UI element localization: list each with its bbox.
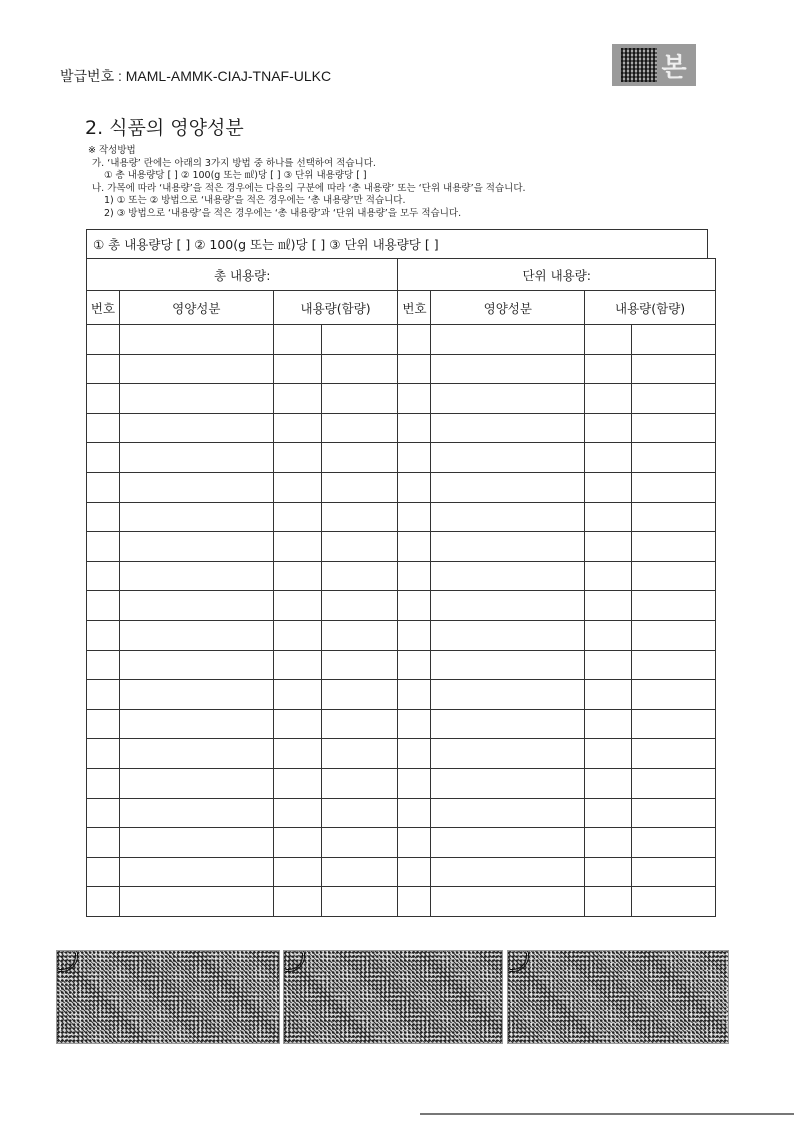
empty-cell[interactable] xyxy=(321,739,398,769)
empty-cell[interactable] xyxy=(398,591,431,621)
method-line: 2) ③ 방법으로 ‘내용량’을 적은 경우에는 ‘총 내용량’과 ‘단위 내용량’을 모두 적습니다. xyxy=(104,207,462,219)
empty-cell[interactable] xyxy=(87,768,120,798)
empty-cell[interactable] xyxy=(431,384,585,414)
empty-cell[interactable] xyxy=(585,413,632,443)
empty-cell[interactable] xyxy=(585,857,632,887)
empty-cell[interactable] xyxy=(273,620,321,650)
empty-cell[interactable] xyxy=(87,680,120,710)
empty-cell[interactable] xyxy=(585,680,632,710)
empty-cell[interactable] xyxy=(321,709,398,739)
empty-cell[interactable] xyxy=(119,325,273,355)
empty-cell[interactable] xyxy=(87,591,120,621)
table-row xyxy=(87,354,716,384)
empty-cell[interactable] xyxy=(585,768,632,798)
empty-cell[interactable] xyxy=(398,354,431,384)
empty-cell[interactable] xyxy=(87,887,120,917)
empty-cell[interactable] xyxy=(321,325,398,355)
empty-cell[interactable] xyxy=(585,384,632,414)
empty-cell[interactable] xyxy=(398,472,431,502)
empty-cell[interactable] xyxy=(87,443,120,473)
empty-cell[interactable] xyxy=(119,472,273,502)
empty-cell[interactable] xyxy=(87,798,120,828)
empty-cell[interactable] xyxy=(632,591,716,621)
empty-cell[interactable] xyxy=(119,561,273,591)
table-row xyxy=(87,532,716,562)
empty-cell[interactable] xyxy=(273,768,321,798)
empty-cell[interactable] xyxy=(87,413,120,443)
empty-cell[interactable] xyxy=(119,709,273,739)
empty-cell[interactable] xyxy=(321,828,398,858)
empty-cell[interactable] xyxy=(321,502,398,532)
empty-cell[interactable] xyxy=(585,532,632,562)
empty-cell[interactable] xyxy=(585,325,632,355)
method-line: ① 총 내용량당 [ ] ② 100(g 또는 ㎖)당 [ ] ③ 단위 내용량당 [ ] xyxy=(104,170,367,181)
empty-cell[interactable] xyxy=(398,443,431,473)
method-line: 가. ‘내용량’ 란에는 아래의 3가지 방법 중 하나를 선택하여 적습니다. xyxy=(92,157,376,169)
empty-cell[interactable] xyxy=(431,887,585,917)
empty-cell[interactable] xyxy=(398,857,431,887)
table-row xyxy=(87,384,716,414)
empty-cell[interactable] xyxy=(119,857,273,887)
empty-cell[interactable] xyxy=(273,472,321,502)
empty-cell[interactable] xyxy=(398,325,431,355)
table-row xyxy=(87,502,716,532)
empty-cell[interactable] xyxy=(273,857,321,887)
empty-cell[interactable] xyxy=(431,354,585,384)
original-stamp xyxy=(612,44,696,86)
empty-cell[interactable] xyxy=(585,354,632,384)
empty-cell[interactable] xyxy=(273,413,321,443)
empty-cell[interactable] xyxy=(398,798,431,828)
empty-cell[interactable] xyxy=(398,768,431,798)
table-row xyxy=(87,472,716,502)
empty-cell[interactable] xyxy=(119,413,273,443)
empty-cell[interactable] xyxy=(585,887,632,917)
empty-cell[interactable] xyxy=(119,384,273,414)
empty-cell[interactable] xyxy=(398,413,431,443)
nutrition-table xyxy=(86,258,716,917)
empty-cell[interactable] xyxy=(398,532,431,562)
table-row xyxy=(87,620,716,650)
empty-cell[interactable] xyxy=(398,709,431,739)
method-line: 1) ① 또는 ② 방법으로 ‘내용량’을 적은 경우에는 ‘총 내용량’만 적습니다. xyxy=(104,195,406,206)
empty-cell[interactable] xyxy=(87,502,120,532)
footer-line xyxy=(420,1113,794,1115)
empty-cell[interactable] xyxy=(632,680,716,710)
security-barcode-3 xyxy=(507,950,729,1044)
empty-cell[interactable] xyxy=(321,680,398,710)
empty-cell[interactable] xyxy=(431,768,585,798)
total-content-header: 총 내용량: xyxy=(87,259,398,291)
empty-cell[interactable] xyxy=(398,620,431,650)
empty-cell[interactable] xyxy=(585,561,632,591)
empty-cell[interactable] xyxy=(87,709,120,739)
empty-cell[interactable] xyxy=(585,502,632,532)
empty-cell[interactable] xyxy=(87,354,120,384)
empty-cell[interactable] xyxy=(632,325,716,355)
empty-cell[interactable] xyxy=(87,650,120,680)
empty-cell[interactable] xyxy=(431,650,585,680)
unit-content-header: 단위 내용량: xyxy=(398,259,716,291)
empty-cell[interactable] xyxy=(87,828,120,858)
empty-cell[interactable] xyxy=(87,325,120,355)
table-row xyxy=(87,413,716,443)
empty-cell[interactable] xyxy=(632,828,716,858)
empty-cell[interactable] xyxy=(321,857,398,887)
empty-cell[interactable] xyxy=(632,384,716,414)
empty-cell[interactable] xyxy=(87,561,120,591)
empty-cell[interactable] xyxy=(585,443,632,473)
empty-cell[interactable] xyxy=(87,857,120,887)
empty-cell[interactable] xyxy=(273,828,321,858)
empty-cell[interactable] xyxy=(119,887,273,917)
empty-cell[interactable] xyxy=(632,472,716,502)
table-row xyxy=(87,768,716,798)
empty-cell[interactable] xyxy=(632,354,716,384)
table-row xyxy=(87,798,716,828)
empty-cell[interactable] xyxy=(431,680,585,710)
table-row xyxy=(87,709,716,739)
empty-cell[interactable] xyxy=(321,561,398,591)
empty-cell[interactable] xyxy=(632,739,716,769)
table-row xyxy=(87,650,716,680)
empty-cell[interactable] xyxy=(119,680,273,710)
empty-cell[interactable] xyxy=(431,739,585,769)
empty-cell[interactable] xyxy=(119,739,273,769)
empty-cell[interactable] xyxy=(585,591,632,621)
empty-cell[interactable] xyxy=(632,709,716,739)
empty-cell[interactable] xyxy=(431,857,585,887)
empty-cell[interactable] xyxy=(273,443,321,473)
empty-cell[interactable] xyxy=(431,532,585,562)
empty-cell[interactable] xyxy=(273,709,321,739)
empty-cell[interactable] xyxy=(273,650,321,680)
empty-cell[interactable] xyxy=(273,680,321,710)
empty-cell[interactable] xyxy=(431,443,585,473)
empty-cell[interactable] xyxy=(398,384,431,414)
empty-cell[interactable] xyxy=(632,413,716,443)
col-amount: 내용량(함량) xyxy=(273,291,398,325)
empty-cell[interactable] xyxy=(398,887,431,917)
empty-cell[interactable] xyxy=(585,709,632,739)
empty-cell[interactable] xyxy=(431,591,585,621)
writing-method xyxy=(88,145,526,220)
empty-cell[interactable] xyxy=(585,739,632,769)
table-row xyxy=(87,739,716,769)
issue-number: 발급번호 : MAML-AMMK-CIAJ-TNAF-ULKC xyxy=(60,68,332,84)
empty-cell[interactable] xyxy=(431,561,585,591)
empty-cell[interactable] xyxy=(119,798,273,828)
options-text: ① 총 내용량당 [ ] ② 100(g 또는 ㎖)당 [ ] ③ 단위 내용량당 [ ] xyxy=(93,237,439,252)
empty-cell[interactable] xyxy=(119,502,273,532)
empty-cell[interactable] xyxy=(321,443,398,473)
empty-cell[interactable] xyxy=(585,650,632,680)
empty-cell[interactable] xyxy=(632,650,716,680)
empty-cell[interactable] xyxy=(321,768,398,798)
empty-cell[interactable] xyxy=(321,591,398,621)
empty-cell[interactable] xyxy=(321,650,398,680)
empty-cell[interactable] xyxy=(321,887,398,917)
empty-cell[interactable] xyxy=(87,384,120,414)
col-nutrient: 영양성분 xyxy=(431,291,585,325)
empty-cell[interactable] xyxy=(321,532,398,562)
empty-cell[interactable] xyxy=(87,620,120,650)
empty-cell[interactable] xyxy=(632,502,716,532)
empty-cell[interactable] xyxy=(632,620,716,650)
empty-cell[interactable] xyxy=(398,739,431,769)
stamp-text: 본 xyxy=(661,52,687,83)
col-number: 번호 xyxy=(87,291,120,325)
empty-cell[interactable] xyxy=(431,828,585,858)
table-row xyxy=(87,561,716,591)
empty-cell[interactable] xyxy=(87,739,120,769)
empty-cell[interactable] xyxy=(431,325,585,355)
table-row xyxy=(87,857,716,887)
table-row xyxy=(87,887,716,917)
table-row xyxy=(87,443,716,473)
empty-cell[interactable] xyxy=(273,354,321,384)
empty-cell[interactable] xyxy=(119,591,273,621)
table-row xyxy=(87,591,716,621)
content-basis-options xyxy=(86,229,708,259)
empty-cell[interactable] xyxy=(119,828,273,858)
empty-cell[interactable] xyxy=(585,798,632,828)
empty-cell[interactable] xyxy=(119,532,273,562)
empty-cell[interactable] xyxy=(87,532,120,562)
empty-cell[interactable] xyxy=(632,857,716,887)
empty-cell[interactable] xyxy=(273,502,321,532)
empty-cell[interactable] xyxy=(119,768,273,798)
method-line: 나. 가목에 따라 ‘내용량’을 적은 경우에는 다음의 구분에 따라 ‘총 내용량’ 또는 ‘단위 내용량’을 적습니다. xyxy=(92,182,526,194)
empty-cell[interactable] xyxy=(321,354,398,384)
empty-cell[interactable] xyxy=(431,620,585,650)
empty-cell[interactable] xyxy=(273,591,321,621)
empty-cell[interactable] xyxy=(87,472,120,502)
stamp-pattern xyxy=(621,48,657,82)
empty-cell[interactable] xyxy=(273,739,321,769)
empty-cell[interactable] xyxy=(273,384,321,414)
empty-cell[interactable] xyxy=(273,532,321,562)
empty-cell[interactable] xyxy=(273,887,321,917)
empty-cell[interactable] xyxy=(273,798,321,828)
col-amount: 내용량(함량) xyxy=(585,291,716,325)
empty-cell[interactable] xyxy=(585,828,632,858)
empty-cell[interactable] xyxy=(398,680,431,710)
col-nutrient: 영양성분 xyxy=(119,291,273,325)
security-barcode-1 xyxy=(56,950,280,1044)
empty-cell[interactable] xyxy=(321,798,398,828)
empty-cell[interactable] xyxy=(632,532,716,562)
empty-cell[interactable] xyxy=(632,443,716,473)
empty-cell[interactable] xyxy=(321,413,398,443)
empty-cell[interactable] xyxy=(398,650,431,680)
empty-cell[interactable] xyxy=(632,887,716,917)
empty-cell[interactable] xyxy=(431,472,585,502)
empty-cell[interactable] xyxy=(431,709,585,739)
empty-cell[interactable] xyxy=(632,768,716,798)
empty-cell[interactable] xyxy=(398,502,431,532)
table-row xyxy=(87,325,716,355)
method-heading: ※ 작성방법 xyxy=(88,145,136,156)
table-row xyxy=(87,680,716,710)
empty-cell[interactable] xyxy=(119,620,273,650)
empty-cell[interactable] xyxy=(321,472,398,502)
empty-cell[interactable] xyxy=(273,561,321,591)
empty-cell[interactable] xyxy=(585,620,632,650)
empty-cell[interactable] xyxy=(119,354,273,384)
empty-cell[interactable] xyxy=(273,325,321,355)
empty-cell[interactable] xyxy=(398,561,431,591)
empty-cell[interactable] xyxy=(398,828,431,858)
security-barcode-2 xyxy=(283,950,503,1044)
empty-cell[interactable] xyxy=(632,561,716,591)
empty-cell[interactable] xyxy=(119,443,273,473)
empty-cell[interactable] xyxy=(321,384,398,414)
col-number: 번호 xyxy=(398,291,431,325)
section-title: 2. 식품의 영양성분 xyxy=(85,117,244,139)
table-row xyxy=(87,828,716,858)
empty-cell[interactable] xyxy=(431,502,585,532)
empty-cell[interactable] xyxy=(632,798,716,828)
empty-cell[interactable] xyxy=(585,472,632,502)
empty-cell[interactable] xyxy=(119,650,273,680)
empty-cell[interactable] xyxy=(431,798,585,828)
empty-cell[interactable] xyxy=(321,620,398,650)
empty-cell[interactable] xyxy=(431,413,585,443)
